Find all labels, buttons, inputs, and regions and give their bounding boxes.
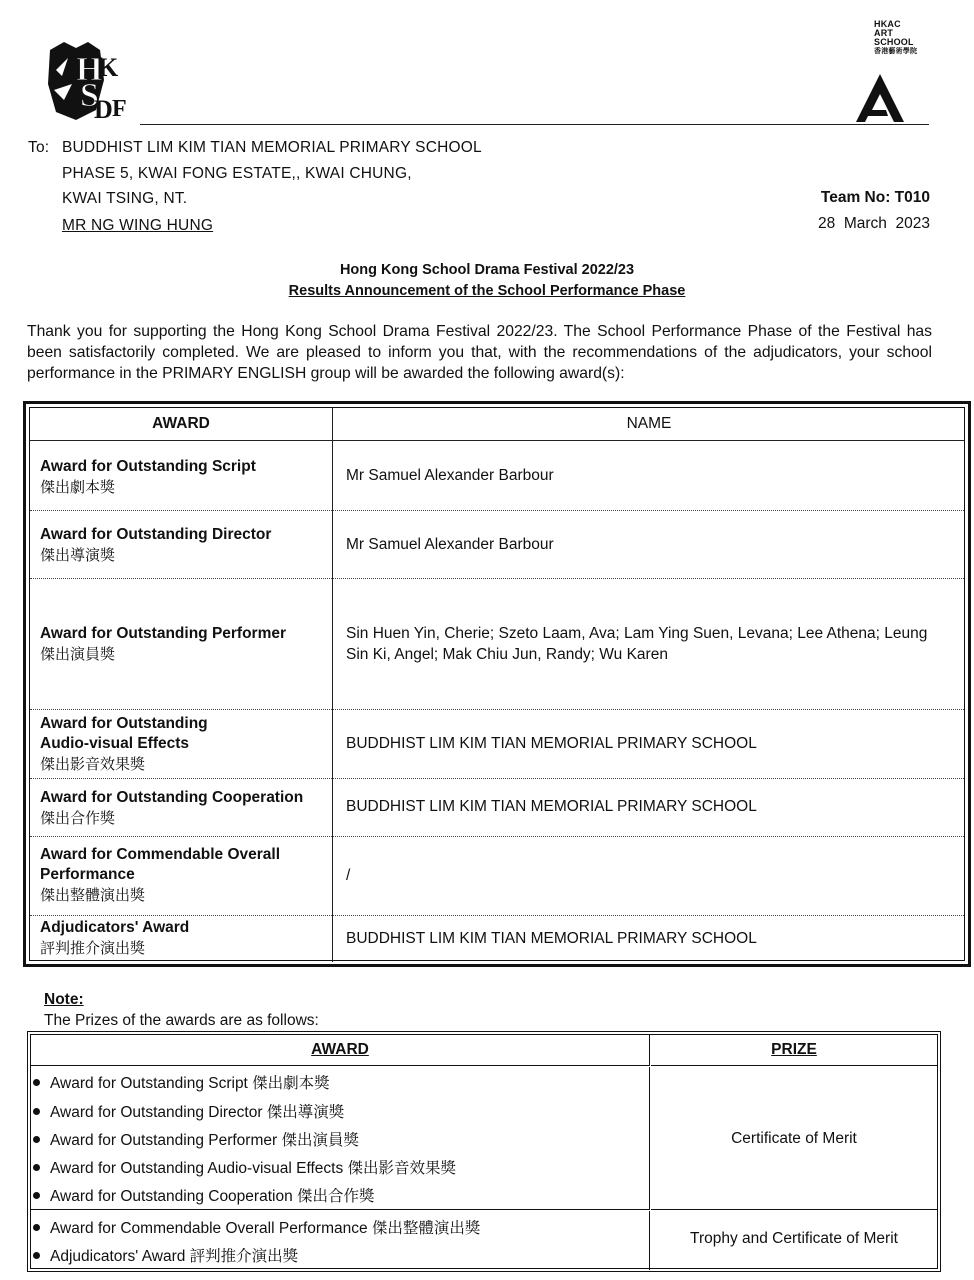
prize-table	[27, 1031, 941, 1272]
recipient-name: BUDDHIST LIM KIM TIAN MEMORIAL PRIMARY SCHOOL	[346, 798, 757, 815]
table-row	[30, 836, 964, 916]
svg-text:S: S	[80, 77, 99, 114]
bullet-icon	[33, 1136, 40, 1143]
note-label: Note:	[44, 991, 84, 1008]
award-name: Award for Outstanding Cooperation	[40, 789, 304, 806]
address-line-3: KWAI TSING, NT.	[62, 190, 188, 207]
recipient-names: Sin Huen Yin, Cherie; Szeto Laam, Ava; Lam Ying Suen, Levana; Lee Athena; Leung Sin Ki, Angel; Mak Chiu Jun, Randy; Wu Karen	[346, 625, 928, 663]
recipient-name: BUDDHIST LIM KIM TIAN MEMORIAL PRIMARY SCHOOL	[346, 930, 757, 947]
list-item: Award for Outstanding Director 傑出導演獎	[33, 1100, 344, 1122]
award-name-zh: 傑出演員獎	[40, 645, 116, 663]
award-name: Award for Outstanding Audio-visual Effects	[40, 715, 208, 752]
prize-trophy-certificate: Trophy and Certificate of Merit	[690, 1230, 898, 1247]
recipient-name: /	[346, 867, 351, 884]
award-name: Award for Commendable Overall Performance	[40, 846, 281, 883]
contact-person: MR NG WING HUNG	[62, 217, 214, 234]
bullet-icon	[33, 1224, 40, 1231]
to-label: To:	[28, 139, 50, 156]
a-mark-icon	[852, 72, 908, 124]
logo-line: SCHOOL	[874, 37, 914, 47]
list-item: Award for Outstanding Script 傑出劇本獎	[33, 1071, 330, 1093]
prize-group-2-awards	[31, 1211, 650, 1270]
document-subtitle: Results Announcement of the School Performance Phase	[288, 283, 686, 299]
list-item: Adjudicators' Award 評判推介演出獎	[33, 1244, 298, 1266]
award-name: Award for Outstanding Script	[40, 458, 256, 475]
award-name-zh: 傑出影音效果獎	[40, 755, 146, 773]
header-rule	[140, 124, 929, 125]
table-row	[30, 510, 964, 579]
bullet-icon	[33, 1192, 40, 1199]
prize-certificate: Certificate of Merit	[731, 1130, 857, 1147]
table-row	[30, 778, 964, 837]
bullet-icon	[33, 1079, 40, 1086]
award-name-zh: 傑出導演獎	[40, 546, 116, 564]
awards-table	[23, 401, 971, 967]
svg-text:K: K	[98, 53, 119, 82]
table-row	[30, 441, 964, 511]
list-item: Award for Outstanding Cooperation 傑出合作獎	[33, 1184, 375, 1206]
table-row	[30, 709, 964, 779]
recipient-name: Mr Samuel Alexander Barbour	[346, 536, 554, 553]
list-item: Award for Commendable Overall Performance 傑出整體演出獎	[33, 1216, 480, 1238]
award-name-zh: 傑出整體演出獎	[40, 886, 146, 904]
name-column-header: NAME	[626, 415, 672, 432]
prize-table-award-header: AWARD	[311, 1041, 369, 1058]
recipient-name: BUDDHIST LIM KIM TIAN MEMORIAL PRIMARY SCHOOL	[346, 735, 757, 752]
svg-text:F: F	[112, 96, 127, 122]
bullet-icon	[33, 1164, 40, 1171]
list-item: Award for Outstanding Performer 傑出演員獎	[33, 1128, 359, 1150]
document-title: Hong Kong School Drama Festival 2022/23	[339, 262, 635, 278]
bullet-icon	[33, 1252, 40, 1259]
prize-group-1-awards	[31, 1067, 650, 1210]
award-name: Award for Outstanding Performer	[40, 625, 287, 642]
logo-line: 香港藝術學院	[874, 47, 918, 55]
intro-paragraph: Thank you for supporting the Hong Kong School Drama Festival 2022/23. The School Performance Phase of the Festival has been satisfactorily completed. We are pleased to inform you that, with the recommendations of the adjudicators, your school performance in the PRIMARY ENGLISH group will be awarded the following award(s):	[27, 323, 932, 382]
table-row	[30, 915, 964, 962]
recipient-name: Mr Samuel Alexander Barbour	[346, 467, 554, 484]
team-number: Team No: T010	[820, 189, 930, 206]
table-row	[30, 578, 964, 710]
hkac-art-school-logo	[852, 20, 932, 124]
note-text: The Prizes of the awards are as follows:	[44, 1012, 319, 1029]
letter-date: 28 March 2023	[817, 215, 930, 232]
award-name: Adjudicators' Award	[40, 919, 190, 936]
award-name: Award for Outstanding Director	[40, 526, 272, 543]
list-item: Award for Outstanding Audio-visual Effects 傑出影音效果獎	[33, 1156, 456, 1178]
award-name-zh: 評判推介演出獎	[40, 939, 146, 957]
svg-text:H: H	[76, 51, 103, 88]
award-name-zh: 傑出劇本獎	[40, 478, 116, 496]
logo-line: ART	[874, 28, 894, 38]
prize-table-prize-header: PRIZE	[771, 1041, 817, 1058]
table-header-row	[30, 408, 964, 441]
award-column-header: AWARD	[30, 408, 333, 440]
logo-line: HKAC	[874, 19, 901, 29]
bullet-icon	[33, 1108, 40, 1115]
address-line-1: BUDDHIST LIM KIM TIAN MEMORIAL PRIMARY SCHOOL	[62, 139, 482, 156]
address-line-2: PHASE 5, KWAI FONG ESTATE,, KWAI CHUNG,	[62, 165, 412, 182]
hksdf-logo	[46, 40, 132, 122]
svg-text:D: D	[94, 95, 113, 122]
award-name-zh: 傑出合作獎	[40, 809, 116, 827]
